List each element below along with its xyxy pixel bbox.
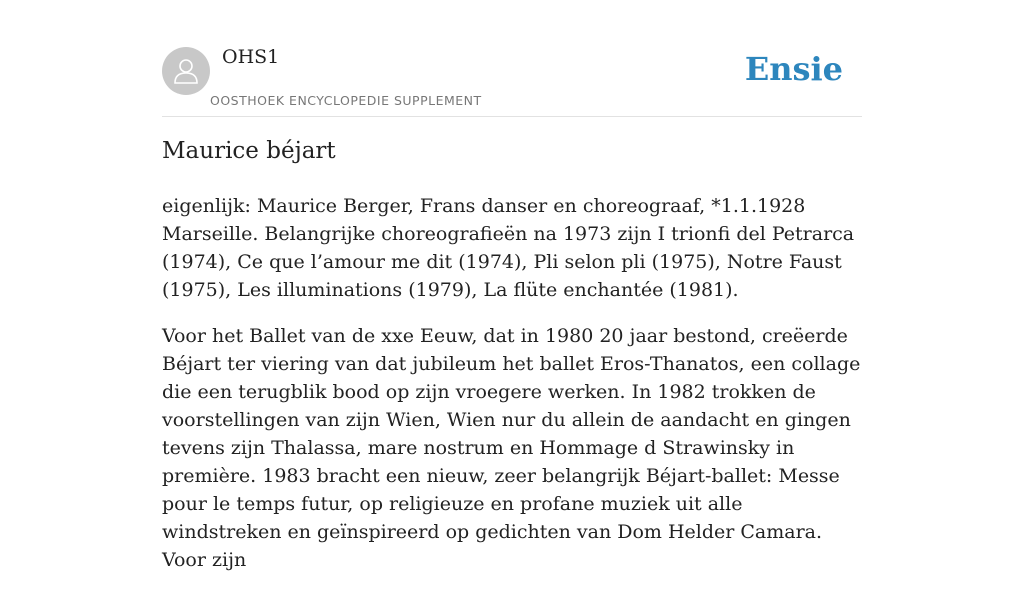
ensie-logo[interactable]: Ensie	[744, 50, 843, 88]
source-link[interactable]: OOSTHOEK ENCYCLOPEDIE SUPPLEMENT	[210, 93, 482, 108]
user-icon	[171, 56, 201, 86]
article-paragraph: Voor het Ballet van de xxe Eeuw, dat in 1980 20 jaar bestond, creëerde Béjart ter viering van dat jubileum het ballet Eros-Thanatos, een collage die een terugblik bood op zijn vroegere werken. In 1982 trokken de voorstellingen van zijn Wien, Wien nur du allein de aandacht en gingen tevens zijn Thalassa, mare nostrum en Hommage d Strawinsky in première. 1983 bracht een nieuw, zeer belangrijk Béjart-ballet: Messe pour le temps futur, op religieuze en profane muziek uit alle windstreken en geïnspireerd op gedichten van Dom Helder Camara. Voor zijn	[162, 325, 861, 571]
page-content	[162, 0, 862, 571]
article-title: Maurice béjart	[162, 138, 336, 164]
article-paragraph: eigenlijk: Maurice Berger, Frans danser en choreograaf, *1.1.1928 Marseille. Belangrijke choreografieën na 1973 zijn I trionfi del Petrarca (1974), Ce que l’amour me dit (1974), Pli selon pli (1975), Notre Faust (1975), Les illuminations (1979), La flüte enchantée (1981).	[162, 195, 855, 301]
article-header	[162, 0, 862, 117]
article-body	[162, 192, 862, 592]
user-avatar[interactable]	[162, 47, 210, 95]
author-link[interactable]: OHS1	[222, 46, 280, 68]
